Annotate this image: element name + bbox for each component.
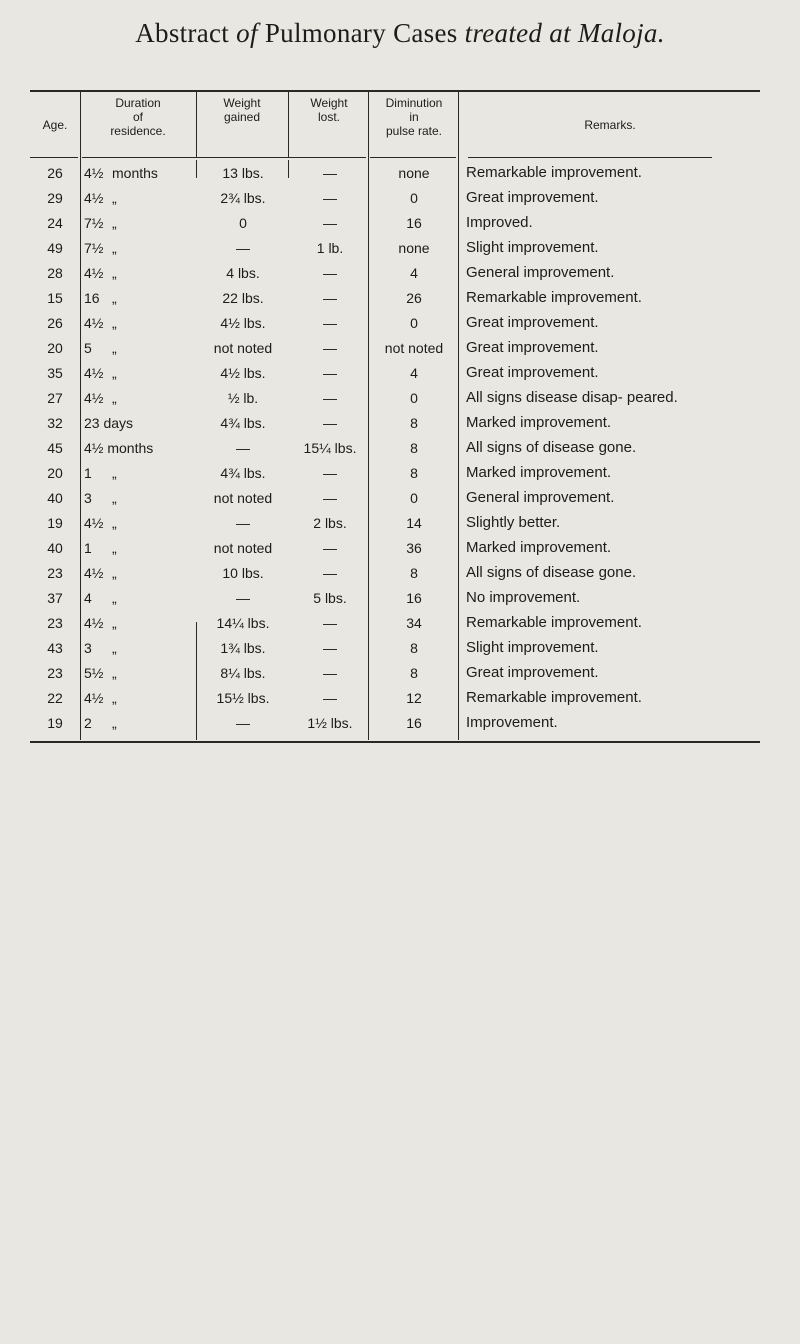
- cell-weight-lost: —: [323, 615, 337, 631]
- duration-value: 4½: [84, 315, 104, 331]
- duration-unit: „: [112, 590, 117, 606]
- cell-weight-gained: 4½ lbs.: [220, 365, 266, 381]
- cell-pulse-diminution: 8: [410, 465, 418, 481]
- header-duration-line3: residence.: [110, 124, 166, 138]
- cell-pulse-diminution: none: [398, 165, 430, 181]
- cell-pulse-diminution: 12: [406, 690, 422, 706]
- cell-weight-lost: —: [323, 365, 337, 381]
- column-divider: [288, 92, 289, 158]
- header-duration-line2: of: [132, 110, 143, 124]
- cell-age: 27: [47, 390, 63, 406]
- cell-pulse-diminution: 8: [410, 565, 418, 581]
- duration-unit: „: [112, 640, 117, 656]
- duration-value: 23 days: [84, 415, 134, 431]
- duration-unit: „: [112, 690, 117, 706]
- column-divider: [196, 92, 197, 158]
- header-lost-line1: Weight: [310, 96, 348, 110]
- duration-unit: „: [112, 365, 117, 381]
- header-dim-line1: Diminution: [385, 96, 443, 110]
- header-duration-line1: Duration: [115, 96, 161, 110]
- cell-remarks: Remarkable improvement.: [466, 164, 642, 181]
- cell-weight-lost: 5 lbs.: [313, 590, 347, 606]
- header-underline: [30, 157, 78, 158]
- header-remarks-label: Remarks.: [584, 118, 636, 132]
- duration-value: 16: [84, 290, 100, 306]
- cell-weight-lost: —: [323, 215, 337, 231]
- cell-duration: [84, 265, 194, 281]
- cell-pulse-diminution: 0: [410, 190, 418, 206]
- cell-pulse-diminution: 4: [410, 265, 418, 281]
- cell-weight-lost: —: [323, 565, 337, 581]
- duration-unit: „: [112, 715, 117, 731]
- cell-weight-lost: 1½ lbs.: [307, 715, 353, 731]
- header-dim-line2: in: [409, 110, 419, 124]
- cell-age: 26: [47, 165, 63, 181]
- cell-pulse-diminution: 0: [410, 490, 418, 506]
- cell-weight-lost: —: [323, 290, 337, 306]
- title-part-3: Pulmonary Cases: [264, 18, 458, 48]
- cell-age: 49: [47, 240, 63, 256]
- cell-weight-lost: —: [323, 640, 337, 656]
- cell-weight-gained: ½ lb.: [227, 390, 259, 406]
- cell-weight-lost: —: [323, 315, 337, 331]
- cell-pulse-diminution: 36: [406, 540, 422, 556]
- cell-duration: [84, 340, 194, 356]
- cell-remarks: Marked improvement.: [466, 414, 612, 431]
- header-gained-line2: gained: [223, 110, 261, 124]
- cell-weight-lost: —: [323, 540, 337, 556]
- duration-unit: „: [112, 390, 117, 406]
- cell-weight-gained: —: [236, 440, 250, 456]
- duration-value: 4½: [84, 565, 104, 581]
- cell-duration: [84, 515, 194, 531]
- duration-value: 4½: [84, 690, 104, 706]
- duration-value: 2: [84, 715, 92, 731]
- cell-remarks: No improvement.: [466, 589, 581, 606]
- duration-value: 4½: [84, 615, 104, 631]
- table-top-rule: [30, 90, 760, 92]
- duration-value: 4½: [84, 265, 104, 281]
- duration-unit: „: [112, 490, 117, 506]
- cell-duration: [84, 390, 194, 406]
- header-underline: [82, 157, 366, 158]
- duration-unit: „: [112, 315, 117, 331]
- duration-value: 7½: [84, 240, 104, 256]
- cell-age: 22: [47, 690, 63, 706]
- cell-pulse-diminution: 14: [406, 515, 422, 531]
- cell-remarks: Slight improvement.: [466, 639, 599, 656]
- cell-weight-gained: —: [236, 240, 250, 256]
- cell-weight-lost: 1 lb.: [316, 240, 344, 256]
- cell-duration: [84, 240, 194, 256]
- cell-duration: [84, 440, 194, 456]
- duration-unit: „: [112, 190, 117, 206]
- duration-unit: months: [112, 165, 158, 181]
- header-duration: [82, 96, 194, 138]
- cell-age: 32: [47, 415, 63, 431]
- duration-unit: „: [112, 290, 117, 306]
- cell-weight-gained: 1¾ lbs.: [220, 640, 266, 656]
- cell-age: 20: [47, 465, 63, 481]
- duration-value: 4½: [84, 390, 104, 406]
- header-gained-line1: Weight: [223, 96, 261, 110]
- cell-weight-lost: —: [323, 390, 337, 406]
- cell-age: 37: [47, 590, 63, 606]
- cell-weight-gained: not noted: [213, 340, 273, 356]
- cell-pulse-diminution: 8: [410, 640, 418, 656]
- cell-pulse-diminution: 4: [410, 365, 418, 381]
- cell-remarks: Slightly better.: [466, 514, 561, 531]
- title-part-4: treated at Maloja.: [464, 18, 665, 48]
- cell-remarks: Slight improvement.: [466, 239, 599, 256]
- cell-duration: [84, 315, 194, 331]
- cell-remarks: Improvement.: [466, 714, 558, 731]
- cell-weight-gained: 10 lbs.: [222, 565, 264, 581]
- cell-weight-lost: —: [323, 340, 337, 356]
- cell-age: 35: [47, 365, 63, 381]
- title-part-1: Abstract: [135, 18, 230, 48]
- cell-weight-lost: —: [323, 490, 337, 506]
- cell-weight-gained: not noted: [213, 490, 273, 506]
- cell-weight-lost: —: [323, 690, 337, 706]
- header-weight-lost: [290, 96, 368, 124]
- table-bottom-rule: [30, 741, 760, 743]
- cell-age: 23: [47, 565, 63, 581]
- cell-remarks: Great improvement.: [466, 664, 599, 681]
- duration-value: 1: [84, 465, 92, 481]
- cell-pulse-diminution: 8: [410, 415, 418, 431]
- cell-weight-lost: —: [323, 465, 337, 481]
- cell-pulse-diminution: 16: [406, 715, 422, 731]
- cell-weight-gained: 2¾ lbs.: [220, 190, 266, 206]
- cell-age: 23: [47, 665, 63, 681]
- cell-weight-gained: 22 lbs.: [222, 290, 264, 306]
- cell-weight-gained: 13 lbs.: [222, 165, 264, 181]
- cell-remarks: General improvement.: [466, 264, 615, 281]
- cell-duration: [84, 665, 194, 681]
- cell-duration: [84, 365, 194, 381]
- cell-duration: [84, 615, 194, 631]
- cell-duration: [84, 565, 194, 581]
- cell-remarks: General improvement.: [466, 489, 615, 506]
- header-age: [30, 118, 80, 132]
- cell-weight-gained: 8¼ lbs.: [220, 665, 266, 681]
- cell-weight-gained: 14¼ lbs.: [216, 615, 270, 631]
- cell-weight-gained: 4¾ lbs.: [220, 415, 266, 431]
- cell-remarks: Marked improvement.: [466, 464, 612, 481]
- header-weight-gained: [198, 96, 286, 124]
- cell-duration: [84, 540, 194, 556]
- cell-remarks: Great improvement.: [466, 189, 599, 206]
- header-underline: [468, 157, 712, 158]
- cell-age: 23: [47, 615, 63, 631]
- cell-pulse-diminution: 0: [410, 315, 418, 331]
- duration-unit: „: [112, 340, 117, 356]
- duration-value: 4½: [84, 515, 104, 531]
- cell-weight-gained: 4½ lbs.: [220, 315, 266, 331]
- cell-weight-gained: 0: [239, 215, 247, 231]
- duration-unit: „: [112, 565, 117, 581]
- title-part-2: of: [236, 18, 258, 48]
- duration-value: 3: [84, 640, 92, 656]
- cell-remarks: Improved.: [466, 214, 533, 231]
- cell-duration: [84, 215, 194, 231]
- cell-remarks: All signs disease disap- peared.: [466, 389, 678, 406]
- duration-unit: „: [112, 265, 117, 281]
- cell-duration: [84, 590, 194, 606]
- cell-age: 20: [47, 340, 63, 356]
- cell-weight-gained: 15½ lbs.: [216, 690, 270, 706]
- duration-value: 4½: [84, 190, 104, 206]
- duration-value: 4: [84, 590, 92, 606]
- cell-pulse-diminution: 26: [406, 290, 422, 306]
- duration-unit: „: [112, 240, 117, 256]
- cell-pulse-diminution: not noted: [384, 340, 444, 356]
- duration-value: 7½: [84, 215, 104, 231]
- cell-duration: [84, 190, 194, 206]
- header-lost-line2: lost.: [317, 110, 340, 124]
- cell-duration: [84, 490, 194, 506]
- cell-age: 19: [47, 715, 63, 731]
- cell-remarks: All signs of disease gone.: [466, 439, 637, 456]
- duration-value: 3: [84, 490, 92, 506]
- cell-duration: [84, 415, 194, 431]
- cell-duration: [84, 465, 194, 481]
- cell-age: 43: [47, 640, 63, 656]
- cell-weight-lost: —: [323, 415, 337, 431]
- cell-age: 29: [47, 190, 63, 206]
- duration-unit: „: [112, 515, 117, 531]
- cell-duration: [84, 165, 194, 181]
- header-underline: [370, 157, 456, 158]
- duration-unit: „: [112, 215, 117, 231]
- page-title: [0, 18, 800, 49]
- cell-weight-lost: 15¼ lbs.: [303, 440, 357, 456]
- cell-duration: [84, 715, 194, 731]
- cell-age: 19: [47, 515, 63, 531]
- cell-weight-lost: —: [323, 165, 337, 181]
- cell-weight-lost: —: [323, 665, 337, 681]
- cell-remarks: Remarkable improvement.: [466, 614, 642, 631]
- duration-value: 4½ months: [84, 440, 154, 456]
- header-diminution: [370, 96, 458, 138]
- cell-weight-gained: —: [236, 590, 250, 606]
- cell-age: 24: [47, 215, 63, 231]
- cell-remarks: Remarkable improvement.: [466, 289, 642, 306]
- cell-duration: [84, 640, 194, 656]
- cell-duration: [84, 690, 194, 706]
- cell-weight-lost: —: [323, 190, 337, 206]
- duration-value: 1: [84, 540, 92, 556]
- cell-age: 15: [47, 290, 63, 306]
- cell-pulse-diminution: 8: [410, 665, 418, 681]
- cell-weight-gained: 4 lbs.: [226, 265, 260, 281]
- cell-age: 40: [47, 540, 63, 556]
- cell-weight-lost: —: [323, 265, 337, 281]
- cell-pulse-diminution: 8: [410, 440, 418, 456]
- header-age-label: Age.: [42, 118, 68, 132]
- duration-unit: „: [112, 665, 117, 681]
- cell-pulse-diminution: 16: [406, 590, 422, 606]
- cell-pulse-diminution: 0: [410, 390, 418, 406]
- duration-unit: „: [112, 465, 117, 481]
- cell-remarks: Great improvement.: [466, 314, 599, 331]
- duration-value: 4½: [84, 365, 104, 381]
- cell-weight-gained: —: [236, 515, 250, 531]
- cell-remarks: Marked improvement.: [466, 539, 612, 556]
- cell-duration: [84, 290, 194, 306]
- duration-unit: „: [112, 540, 117, 556]
- cell-weight-gained: not noted: [213, 540, 273, 556]
- cell-age: 40: [47, 490, 63, 506]
- cell-weight-lost: 2 lbs.: [313, 515, 347, 531]
- cell-remarks: Remarkable improvement.: [466, 689, 642, 706]
- cell-weight-gained: 4¾ lbs.: [220, 465, 266, 481]
- cell-age: 28: [47, 265, 63, 281]
- cell-pulse-diminution: 34: [406, 615, 422, 631]
- cell-remarks: Great improvement.: [466, 364, 599, 381]
- cell-weight-gained: —: [236, 715, 250, 731]
- cell-remarks: All signs of disease gone.: [466, 564, 637, 581]
- cell-age: 45: [47, 440, 63, 456]
- duration-unit: „: [112, 615, 117, 631]
- duration-value: 5½: [84, 665, 104, 681]
- duration-value: 4½: [84, 165, 104, 181]
- cell-age: 26: [47, 315, 63, 331]
- cell-pulse-diminution: 16: [406, 215, 422, 231]
- duration-value: 5: [84, 340, 92, 356]
- header-dim-line3: pulse rate.: [385, 124, 443, 138]
- header-remarks: [460, 118, 760, 132]
- cell-remarks: Great improvement.: [466, 339, 599, 356]
- cell-pulse-diminution: none: [398, 240, 430, 256]
